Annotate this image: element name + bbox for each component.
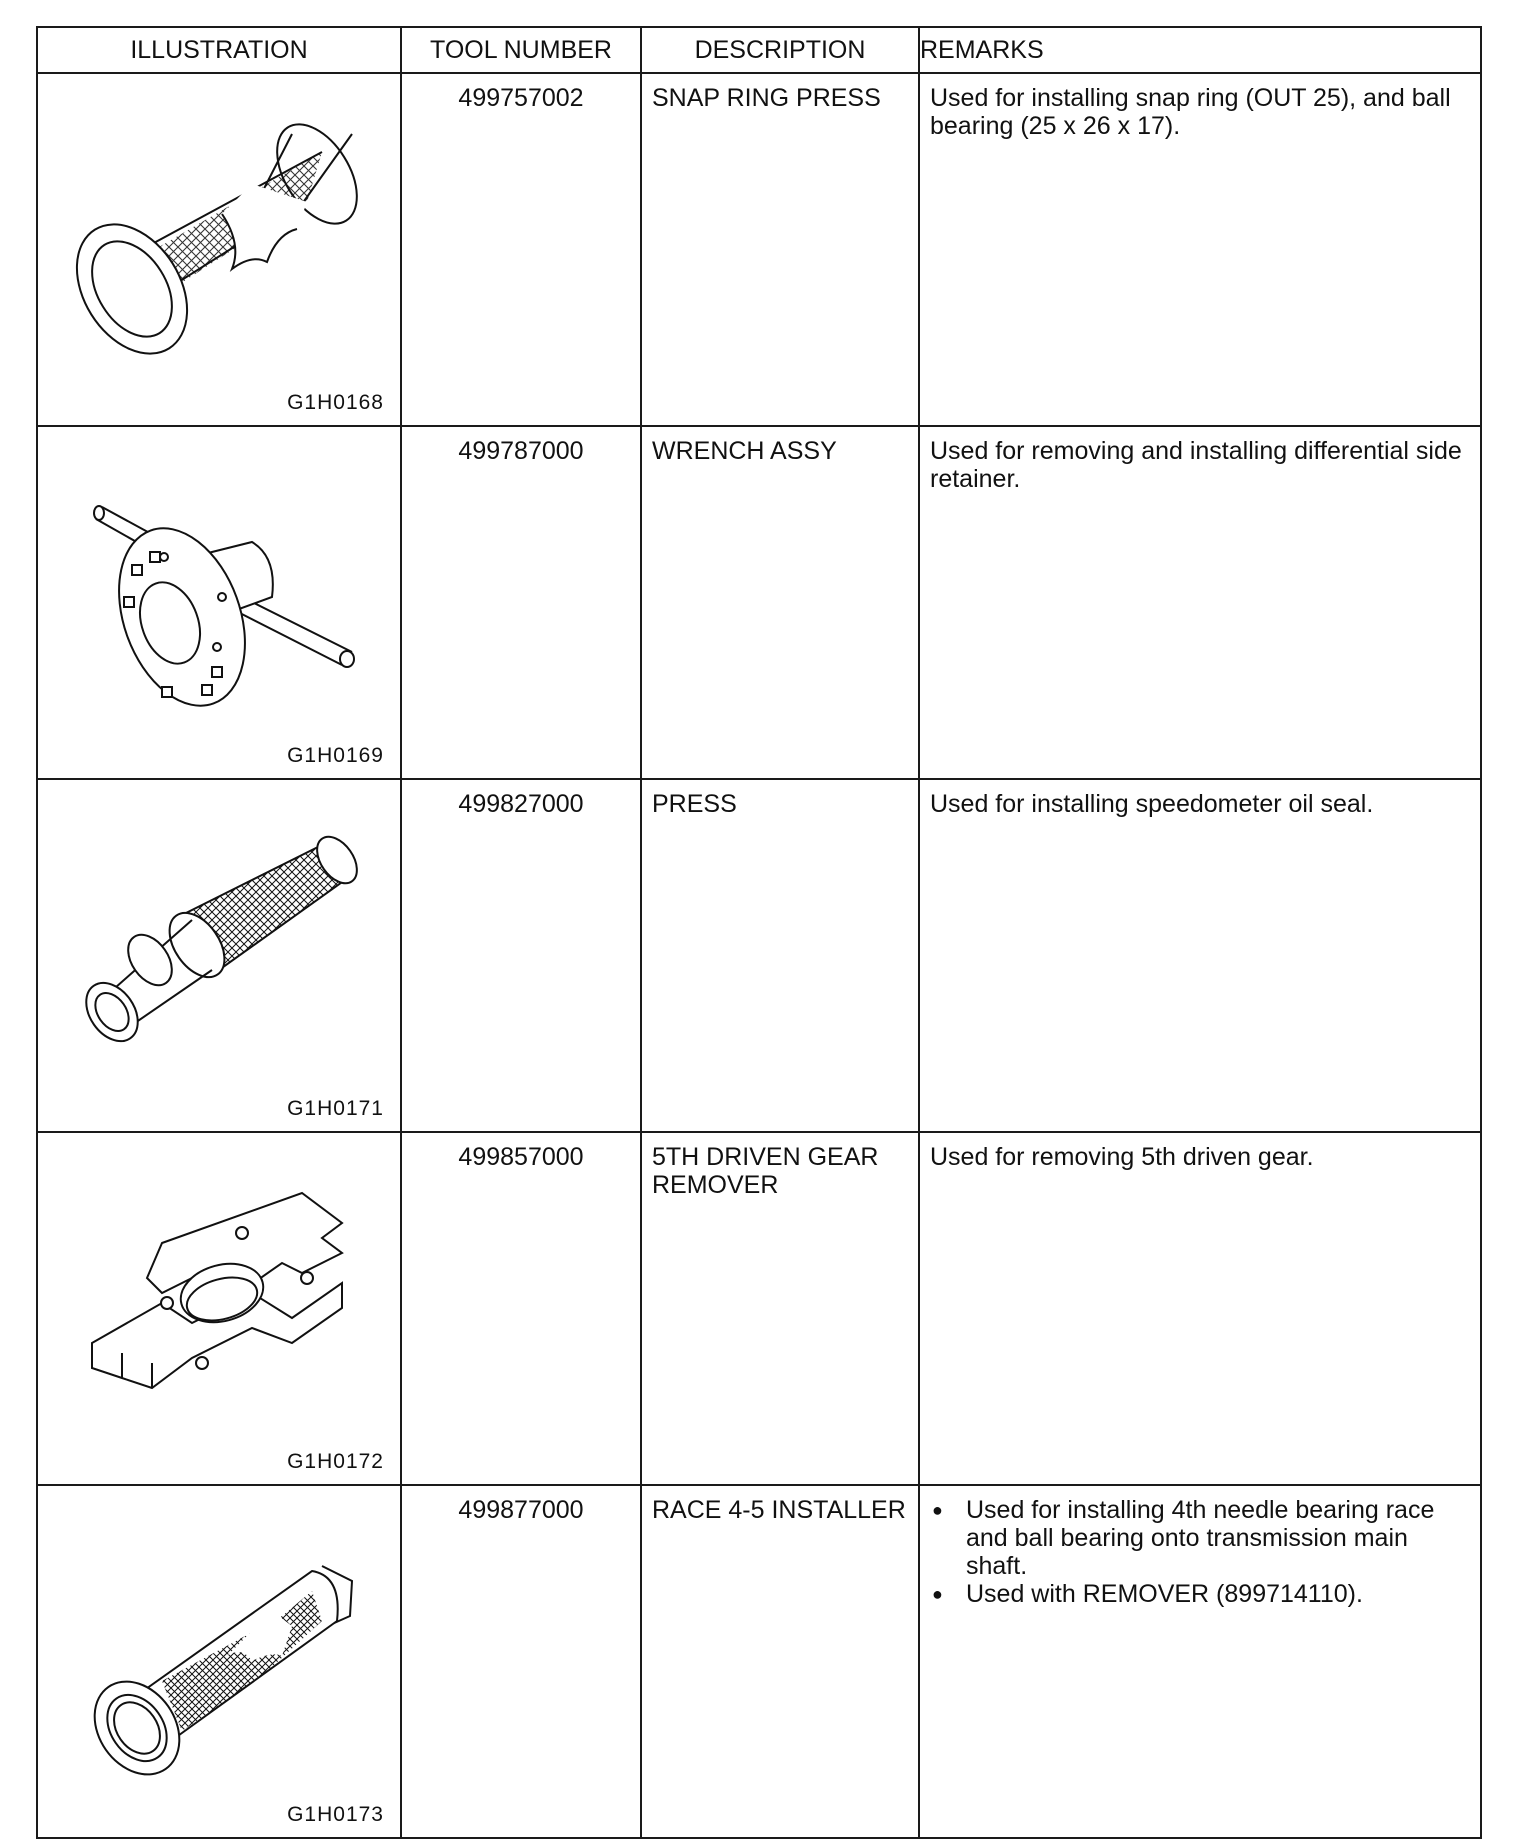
remarks: Used for removing and installing differential side retainer. xyxy=(919,426,1481,779)
tool-number: 499827000 xyxy=(401,779,641,1132)
figure-code: G1H0169 xyxy=(287,744,384,767)
description: PRESS xyxy=(641,779,919,1132)
illustration-cell xyxy=(37,73,401,426)
figure-code: G1H0168 xyxy=(287,391,384,414)
remarks: Used for installing snap ring (OUT 25), and ball bearing (25 x 26 x 17). xyxy=(919,73,1481,426)
gear-remover-illustration xyxy=(52,1153,382,1433)
race-installer-illustration xyxy=(52,1506,382,1786)
table-row xyxy=(37,426,1481,779)
remarks xyxy=(919,1485,1481,1838)
table-row xyxy=(37,1485,1481,1838)
remarks: Used for installing speedometer oil seal. xyxy=(919,779,1481,1132)
press-illustration xyxy=(52,800,382,1080)
description: RACE 4-5 INSTALLER xyxy=(641,1485,919,1838)
description: 5TH DRIVEN GEAR REMOVER xyxy=(641,1132,919,1485)
special-tools-table xyxy=(36,26,1482,1839)
illustration-cell xyxy=(37,1132,401,1485)
description: WRENCH ASSY xyxy=(641,426,919,779)
figure-code: G1H0171 xyxy=(287,1097,384,1120)
table-row xyxy=(37,1132,1481,1485)
tool-number: 499857000 xyxy=(401,1132,641,1485)
description: SNAP RING PRESS xyxy=(641,73,919,426)
figure-code: G1H0173 xyxy=(287,1803,384,1826)
header-row xyxy=(37,27,1481,73)
tool-number: 499787000 xyxy=(401,426,641,779)
illustration-cell xyxy=(37,779,401,1132)
snap-ring-press-illustration xyxy=(52,94,382,374)
remarks-list-item: ● Used for installing 4th needle bearing race and ball bearing onto transmission main shaft. xyxy=(966,1496,1470,1580)
remarks-list xyxy=(930,1496,1470,1608)
figure-code: G1H0172 xyxy=(287,1450,384,1473)
wrench-assy-illustration xyxy=(52,447,382,727)
table-row xyxy=(37,73,1481,426)
header-illustration: ILLUSTRATION xyxy=(37,27,401,73)
illustration-cell xyxy=(37,426,401,779)
remarks-list-item: ● Used with REMOVER (899714110). xyxy=(966,1580,1470,1608)
remarks: Used for removing 5th driven gear. xyxy=(919,1132,1481,1485)
table-row xyxy=(37,779,1481,1132)
tool-number: 499757002 xyxy=(401,73,641,426)
tool-number: 499877000 xyxy=(401,1485,641,1838)
header-remarks: REMARKS xyxy=(919,27,1481,73)
header-tool-number: TOOL NUMBER xyxy=(401,27,641,73)
illustration-cell xyxy=(37,1485,401,1838)
header-description: DESCRIPTION xyxy=(641,27,919,73)
